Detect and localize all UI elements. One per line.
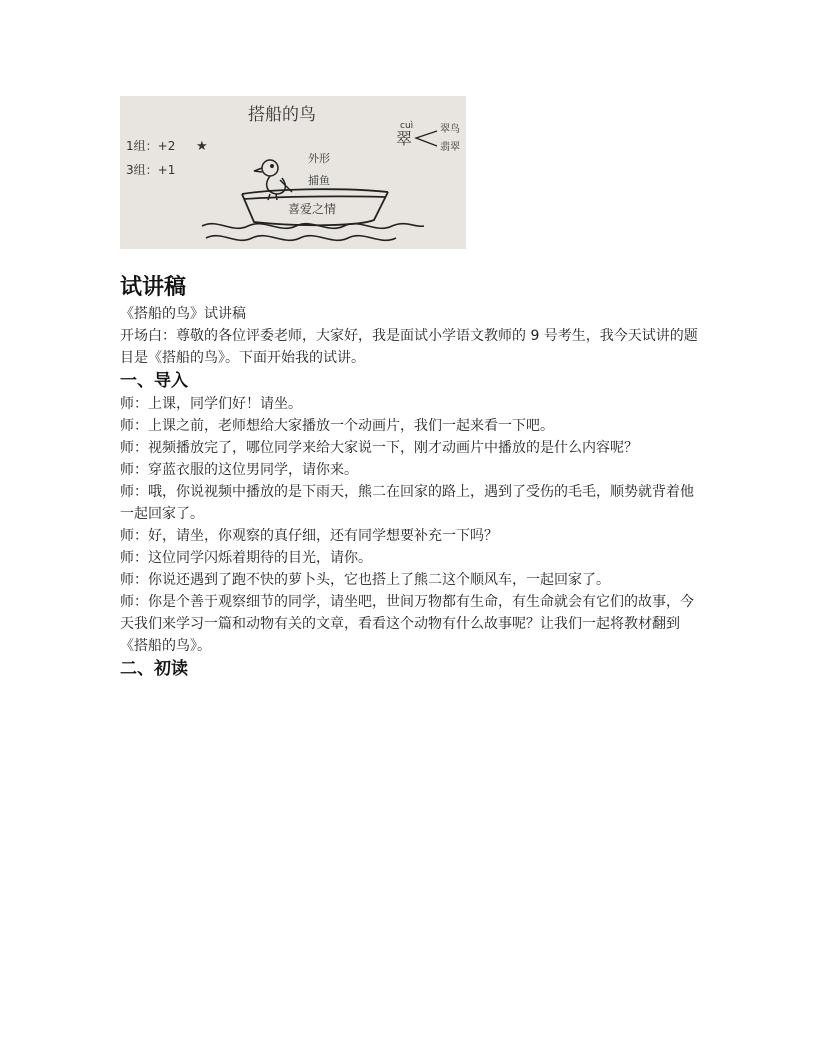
board-group3: 3组：+1 <box>126 163 176 177</box>
document-page <box>120 96 700 681</box>
board-cui: 翠 <box>396 129 413 148</box>
board-waixing: 外形 <box>308 152 330 165</box>
board-group1: 1组：+2 <box>126 139 176 153</box>
paragraph: 师：这位同学闪烁着期待的目光，请你。 <box>120 550 372 566</box>
paragraph: 师：你说还遇到了跑不快的萝卜头，它也搭上了熊二这个顺风车，一起回家了。 <box>120 572 610 588</box>
board-title: 搭船的鸟 <box>248 105 316 125</box>
paragraph: 师：哦，你说视频中播放的是下雨天，熊二在回家的路上，遇到了受伤的毛毛，顺势就背着他一起回家了。 <box>120 484 694 522</box>
paragraph: 师：穿蓝衣服的这位男同学，请你来。 <box>120 462 358 478</box>
section-heading-intro: 一、导入 <box>120 371 188 391</box>
paragraph: 师：你是个善于观察细节的同学，请坐吧，世间万物都有生命，有生命就会有它们的故事，今天我们来学习一篇和动物有关的文章，看看这个动物有什么故事呢？让我们一起将教材翻到《搭船的鸟》。 <box>120 594 694 654</box>
doc-subtitle: 《搭船的鸟》试讲稿 <box>120 306 246 322</box>
section-heading-first-reading: 二、初读 <box>120 659 188 679</box>
board-buyu: 捕鱼 <box>308 174 330 187</box>
board-word2: 翡翠 <box>440 142 460 153</box>
paragraph: 师：视频播放完了，哪位同学来给大家说一下，刚才动画片中播放的是什么内容呢？ <box>120 440 638 456</box>
blackboard-photo <box>120 96 466 249</box>
doc-title: 试讲稿 <box>120 275 187 300</box>
boat-label: 喜爱之情 <box>288 202 337 216</box>
opening-paragraph: 开场白：尊敬的各位评委老师，大家好，我是面试小学语文教师的 9 号考生，我今天试讲的题目是《搭船的鸟》。下面开始我的试讲。 <box>120 328 698 366</box>
board-pinyin: cuì <box>400 121 414 131</box>
star-icon: ★ <box>196 139 208 154</box>
board-word1: 翠鸟 <box>440 124 460 135</box>
paragraph: 师：上课之前，老师想给大家播放一个动画片，我们一起来看一下吧。 <box>120 418 554 434</box>
paragraph: 师：好，请坐，你观察的真仔细，还有同学想要补充一下吗？ <box>120 528 498 544</box>
paragraph: 师：上课，同学们好！请坐。 <box>120 396 302 412</box>
